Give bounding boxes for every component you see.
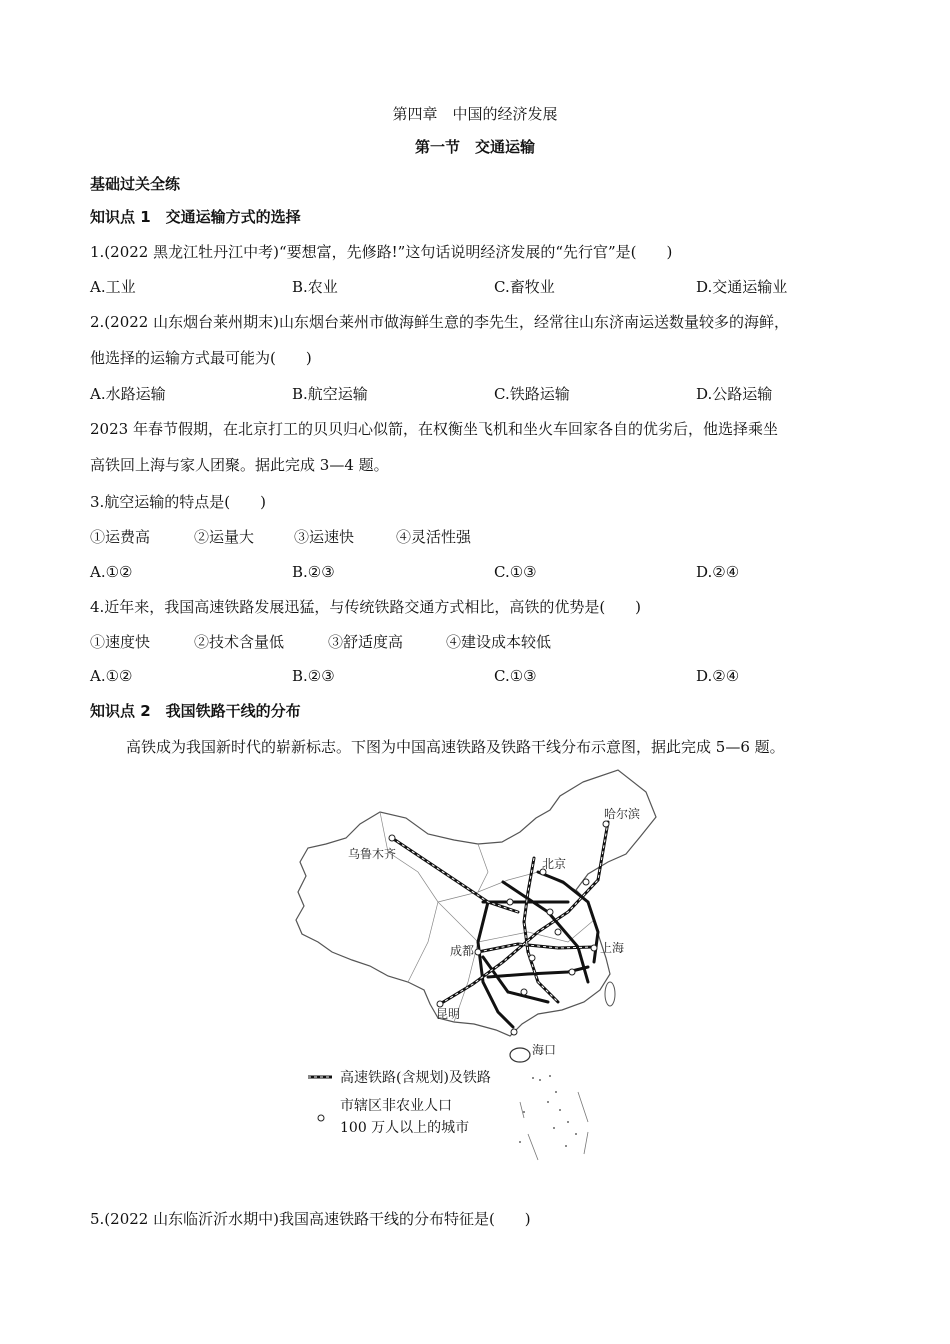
question-2-option-d[interactable]: D.公路运输 [696, 385, 773, 403]
question-4-option-c[interactable]: C.①③ [494, 667, 537, 685]
knowledge-point-1: 知识点 1 交通运输方式的选择 [90, 208, 301, 226]
chapter-title: 第四章 中国的经济发展 [392, 105, 558, 123]
legend-city-symbol [318, 1115, 324, 1121]
question-4-option-a[interactable]: A.①② [90, 667, 133, 685]
question-1-stem: 1.(2022 黑龙江牡丹江中考)“要想富，先修路!”这句话说明经济发展的“先行官”是( ) [90, 243, 673, 261]
question-4-item-1: ①速度快 [90, 633, 151, 651]
question-4-option-d[interactable]: D.②④ [696, 667, 740, 685]
question-4-option-b[interactable]: B.②③ [292, 667, 335, 685]
question-3-option-a[interactable]: A.①② [90, 563, 133, 581]
china-outline [296, 770, 656, 1036]
question-3-item-3: ③运速快 [294, 528, 355, 546]
legend-city-label-1: 市辖区非农业人口 [340, 1098, 452, 1114]
question-1-option-a[interactable]: A.工业 [90, 278, 136, 296]
section-title: 第一节 交通运输 [414, 138, 535, 156]
question-4-stem: 4.近年来，我国高速铁路发展迅猛，与传统铁路交通方式相比，高铁的优势是( ) [90, 598, 642, 616]
question-2-option-c[interactable]: C.铁路运输 [494, 385, 570, 403]
question-3-item-1: ①运费高 [90, 528, 151, 546]
question-3-option-d[interactable]: D.②④ [696, 563, 740, 581]
hainan-island [510, 1048, 530, 1062]
question-3-item-2: ②运量大 [194, 528, 255, 546]
city-label-urumqi: 乌鲁木齐 [348, 847, 397, 861]
legend-city-label-2: 100 万人以上的城市 [340, 1120, 470, 1136]
question-3-option-c[interactable]: C.①③ [494, 563, 537, 581]
question-2-option-b[interactable]: B.航空运输 [292, 385, 368, 403]
railway-map-figure [288, 762, 668, 1182]
question-4-item-3: ③舒适度高 [328, 633, 404, 651]
passage-3-4-line2: 高铁回上海与家人团聚。据此完成 3—4 题。 [90, 456, 389, 474]
question-3-item-4: ④灵活性强 [396, 528, 472, 546]
question-2-stem-line1: 2.(2022 山东烟台莱州期末)山东烟台莱州市做海鲜生意的李先生，经常往山东济南运送数量较多的海鲜， [90, 313, 789, 331]
city-label-chengdu: 成都 [450, 944, 475, 958]
question-3-option-b[interactable]: B.②③ [292, 563, 335, 581]
city-label-beijing: 北京 [542, 857, 567, 871]
part-title: 基础过关全练 [90, 175, 181, 193]
south-sea-islands [519, 1075, 577, 1147]
question-2-option-a[interactable]: A.水路运输 [90, 385, 166, 403]
question-1-option-c[interactable]: C.畜牧业 [494, 278, 555, 296]
map-legend [308, 1069, 491, 1136]
city-label-harbin: 哈尔滨 [604, 807, 641, 821]
question-1-option-b[interactable]: B.农业 [292, 278, 338, 296]
taiwan-island [605, 982, 615, 1006]
question-1-option-d[interactable]: D.交通运输业 [696, 278, 788, 296]
city-label-kunming: 昆明 [436, 1007, 461, 1021]
passage-3-4-line1: 2023 年春节假期，在北京打工的贝贝归心似箭，在权衡坐飞机和坐火车回家各自的优劣后，他选择乘坐 [90, 420, 778, 438]
question-3-stem: 3.航空运输的特点是( ) [90, 493, 267, 511]
question-2-stem-line2: 他选择的运输方式最可能为( ) [90, 349, 312, 367]
city-label-haikou: 海口 [532, 1043, 557, 1057]
question-4-item-4: ④建设成本较低 [446, 633, 552, 651]
question-4-item-2: ②技术含量低 [194, 633, 285, 651]
legend-railway-label: 高速铁路(含规划)及铁路 [340, 1070, 491, 1086]
nine-dash-line [520, 1092, 588, 1160]
question-5-stem: 5.(2022 山东临沂沂水期中)我国高速铁路干线的分布特征是( ) [90, 1210, 531, 1228]
city-label-shanghai: 上海 [600, 941, 625, 955]
passage-5-6: 高铁成为我国新时代的崭新标志。下图为中国高速铁路及铁路干线分布示意图，据此完成 5—6 题。 [126, 738, 785, 756]
knowledge-point-2: 知识点 2 我国铁路干线的分布 [90, 702, 301, 720]
